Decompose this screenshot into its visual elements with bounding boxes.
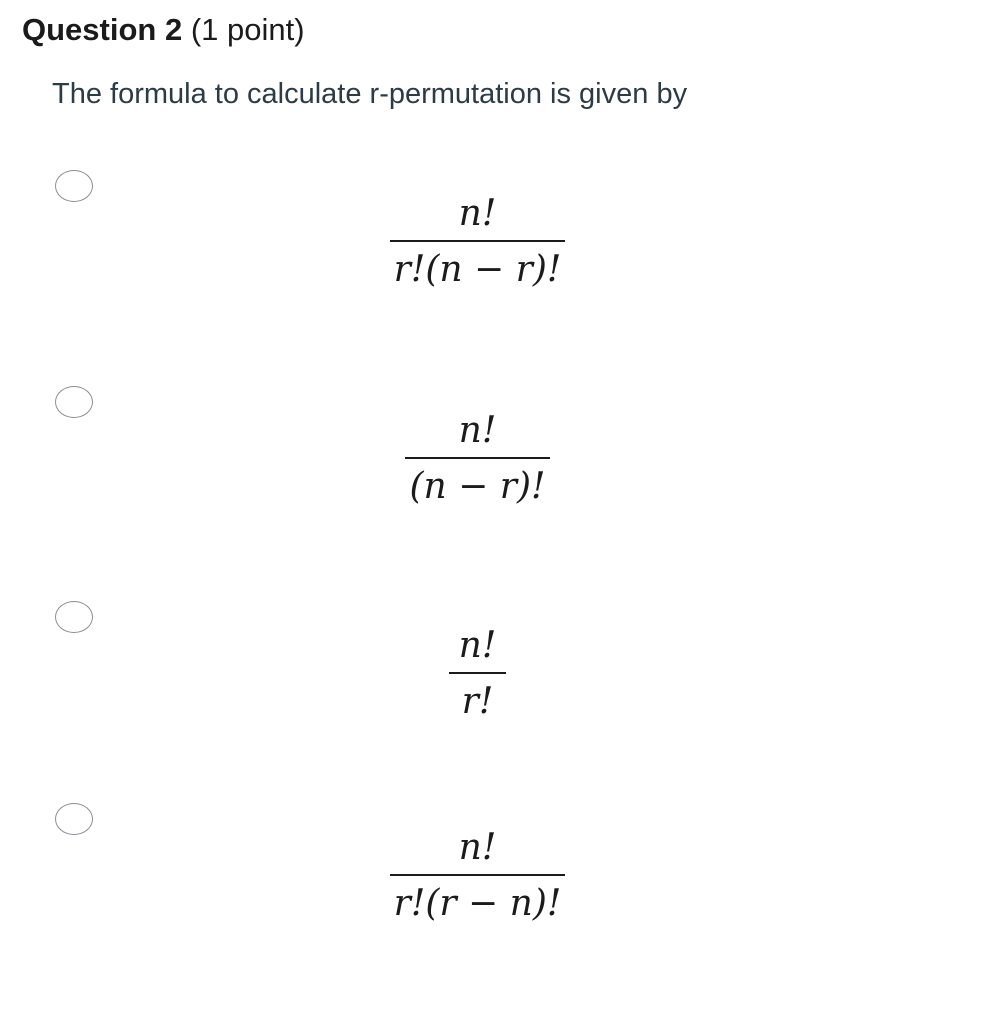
fraction [405, 410, 549, 507]
fraction-denominator: (n − r)! [409, 466, 546, 507]
fraction-denominator: r!(n − r)! [393, 249, 562, 290]
fraction-numerator: n! [458, 410, 497, 451]
fraction [449, 625, 507, 722]
fraction-denominator: r! [461, 681, 494, 722]
option-2-formula [0, 410, 972, 507]
fraction-numerator: n! [458, 193, 497, 234]
fraction [390, 827, 566, 924]
option-4-formula [0, 827, 972, 924]
fraction [390, 193, 566, 290]
option-3-formula [0, 625, 972, 722]
question-points: (1 point) [190, 12, 305, 47]
question-header [22, 12, 305, 48]
fraction-denominator: r!(r − n)! [393, 883, 562, 924]
question-text: The formula to calculate r-permutation is given by [52, 78, 688, 110]
question-title: Question 2 [22, 12, 183, 47]
fraction-numerator: n! [458, 827, 497, 868]
fraction-numerator: n! [458, 625, 497, 666]
option-1-formula [0, 193, 972, 290]
